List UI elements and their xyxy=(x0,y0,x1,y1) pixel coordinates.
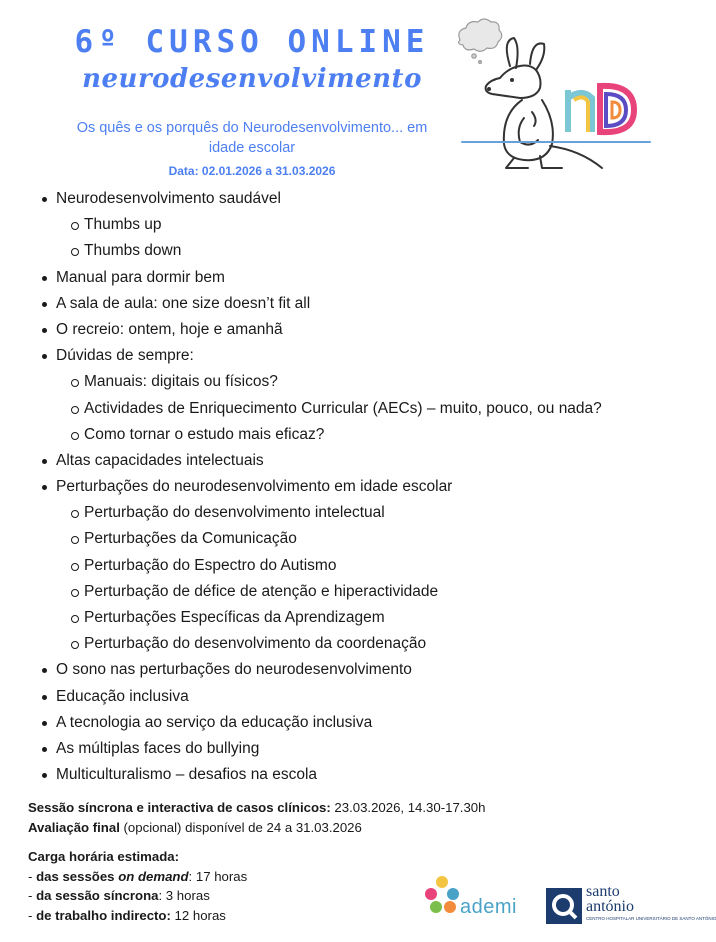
nd-logo-icon xyxy=(568,86,634,132)
santo-antonio-emblem-icon xyxy=(546,888,582,924)
thought-cloud-icon xyxy=(459,19,502,63)
subtopic-item: Thumbs up xyxy=(36,212,656,238)
workload-heading: Carga horária estimada: xyxy=(28,849,179,864)
topic-item: Manual para dormir bem xyxy=(36,265,656,291)
topic-item: O sono nas perturbações do neurodesenvolvimento xyxy=(36,657,656,683)
ademi-emblem-icon xyxy=(420,874,464,924)
sync-session-value: 23.03.2026, 14.30-17.30h xyxy=(330,800,486,815)
subtopic-item: Perturbação do desenvolvimento da coordenação xyxy=(36,631,656,657)
workload-info xyxy=(28,847,408,925)
subtopic-item: Manuais: digitais ou físicos? xyxy=(36,369,656,395)
topic-item: Perturbações do neurodesenvolvimento em idade escolar xyxy=(36,474,656,500)
course-subtitle: neurodesenvolvimento xyxy=(82,64,422,94)
ademi-logo xyxy=(420,874,524,924)
topic-item: Neurodesenvolvimento saudável xyxy=(36,186,656,212)
workload-item: - de trabalho indirecto: 12 horas xyxy=(28,907,226,923)
santo-antonio-logo xyxy=(546,883,716,928)
course-tagline: Os quês e os porquês do Neurodesenvolvimento... em idade escolar xyxy=(76,120,428,156)
santo-antonio-caption: CENTRO HOSPITALAR UNIVERSITÁRIO DE SANTO ANTÓNIO xyxy=(586,916,716,921)
sync-session-line xyxy=(28,798,648,818)
kangaroo-mascot-illustration xyxy=(452,18,652,173)
topics-list xyxy=(36,186,656,788)
subtopic-item: Perturbações Específicas da Aprendizagem xyxy=(36,605,656,631)
subtopic-item: Perturbação do Espectro do Autismo xyxy=(36,553,656,579)
subtopic-item: Como tornar o estudo mais eficaz? xyxy=(36,422,656,448)
ademi-wordmark: ademi xyxy=(460,896,517,918)
workload-item: - da sessão síncrona: 3 horas xyxy=(28,888,210,903)
topic-item: Educação inclusiva xyxy=(36,684,656,710)
final-evaluation-value: (opcional) disponível de 24 a 31.03.2026 xyxy=(119,820,362,835)
subtopic-item: Perturbações da Comunicação xyxy=(36,526,656,552)
subtopic-item: Actividades de Enriquecimento Curricular (AECs) – muito, pouco, ou nada? xyxy=(36,396,656,422)
topic-item: Multiculturalismo – desafios na escola xyxy=(36,762,656,788)
subtopic-item: Perturbação de défice de atenção e hiperactividade xyxy=(36,579,656,605)
topic-item: Dúvidas de sempre: xyxy=(36,343,656,369)
sync-session-label: Sessão síncrona e interactiva de casos clínicos: xyxy=(28,800,331,815)
topic-item: As múltiplas faces do bullying xyxy=(36,736,656,762)
santo-antonio-word2: antónio xyxy=(586,898,634,915)
santo-antonio-word1: santo xyxy=(586,883,620,900)
course-title: 6º CURSO ONLINE xyxy=(74,24,430,60)
session-info xyxy=(28,798,648,838)
topic-item: Altas capacidades intelectuais xyxy=(36,448,656,474)
subtopic-item: Perturbação do desenvolvimento intelectual xyxy=(36,500,656,526)
subtopic-item: Thumbs down xyxy=(36,238,656,264)
topic-item: O recreio: ontem, hoje e amanhã xyxy=(36,317,656,343)
final-evaluation-line xyxy=(28,818,648,838)
topic-item: A tecnologia ao serviço da educação inclusiva xyxy=(36,710,656,736)
final-evaluation-label: Avaliação final xyxy=(28,820,120,835)
course-dates: Data: 02.01.2026 a 31.03.2026 xyxy=(168,164,336,178)
workload-item: - das sessões on demand: 17 horas xyxy=(28,868,248,884)
topic-item: A sala de aula: one size doesn’t fit all xyxy=(36,291,656,317)
